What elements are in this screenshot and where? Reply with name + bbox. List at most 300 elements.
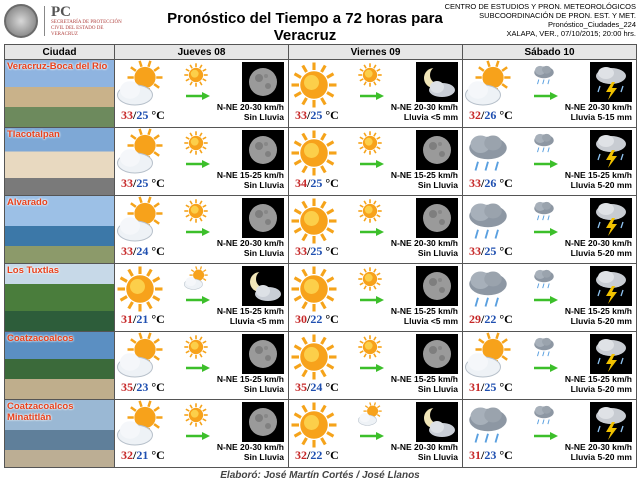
temp-unit: °C [151,244,165,258]
day-weather [289,400,355,450]
wind-rain-info [217,238,284,258]
rain-text: Sin Lluvia [417,452,458,462]
temp-max: 29 [469,312,481,326]
full-moon-icon [242,62,284,102]
rain-text: Sin Lluvia [417,384,458,394]
cloud-rain-icon [463,196,513,246]
evening-weather [183,198,213,222]
temperature: 32/22 °C [295,448,339,462]
forecast-cell [289,400,463,468]
temp-max: 33 [121,176,133,190]
wind-direction [533,292,559,302]
wind-direction [533,88,559,98]
sun-cloud-icon [115,400,165,450]
evening-weather [183,62,213,86]
evening-weather [357,198,387,222]
temperature: 31/23 °C [469,448,513,462]
footer-credit: Elaboró: José Martín Cortés / José Llanos [220,470,420,481]
evening-weather [357,402,387,426]
city-cell [5,60,115,128]
evening-weather [183,334,213,358]
sun-icon [183,130,209,156]
cloud-rain-icon [531,62,557,88]
table-row [5,264,637,332]
temp-max: 32 [121,448,133,462]
agency-logo [4,2,134,40]
wind-rain-info [217,442,284,462]
night-weather [242,62,284,102]
table-row [5,196,637,264]
wind-text: N-NE 15-25 km/h [564,374,632,384]
temp-min: 22 [310,448,323,462]
temp-max: 31 [121,312,133,326]
temp-min: 25 [136,108,149,122]
wind-direction [359,156,385,166]
wind-arrow-icon [185,295,211,305]
night-weather [590,266,632,306]
wind-direction [185,428,211,438]
night-weather [416,334,458,374]
city-name: Los Tuxtlas [7,265,60,276]
evening-weather [183,266,213,290]
forecast-cell [289,332,463,400]
rain-text: Lluvia <5 mm [403,316,458,326]
rain-text: Lluvia <5 mm [229,316,284,326]
cloud-rain-icon [531,130,557,156]
sun-icon [357,266,383,292]
night-weather [590,130,632,170]
wind-direction [533,360,559,370]
full-moon-icon [242,198,284,238]
temp-min: 22 [310,312,323,326]
rain-text: Lluvia 5-20 mm [570,316,632,326]
sun-icon [183,402,209,428]
wind-arrow-icon [533,363,559,373]
day-weather [115,400,181,450]
forecast-cell [115,128,289,196]
wind-text: N-NE 15-25 km/h [390,306,458,316]
forecast-cell [463,196,637,264]
center-line: Pronóstico_Ciudades_224 [548,20,636,29]
sun-icon [357,130,383,156]
temp-min: 25 [484,244,497,258]
sun-cloud-icon [115,128,165,178]
temp-unit: °C [151,176,165,190]
wind-rain-info [391,374,458,394]
storm-icon [590,402,632,442]
rain-text: Sin Lluvia [417,248,458,258]
rain-text: Lluvia 5-20 mm [570,180,632,190]
evening-weather [357,130,387,154]
temp-unit: °C [325,448,339,462]
night-weather [242,266,284,306]
city-name: Veracruz-Boca del Río [7,61,108,72]
cloud-rain-icon [531,334,557,360]
wind-text: N-NE 15-25 km/h [564,170,632,180]
temp-min: 25 [484,380,497,394]
sun-cloud-icon [115,60,165,110]
wind-arrow-icon [359,91,385,101]
full-moon-icon [416,334,458,374]
wind-rain-info [217,374,284,394]
temperature: 32/21 °C [121,448,165,462]
forecast-cell [289,196,463,264]
wind-arrow-icon [185,91,211,101]
wind-rain-info [391,102,458,122]
rain-text: Sin Lluvia [243,180,284,190]
sun-cloud-icon [357,402,383,428]
evening-weather [183,402,213,426]
forecast-cell [289,264,463,332]
temp-unit: °C [151,108,165,122]
evening-weather [357,62,387,86]
full-moon-icon [242,334,284,374]
city-cell [5,128,115,196]
temp-min: 25 [136,176,149,190]
temp-unit: °C [151,448,165,462]
temp-min: 22 [484,312,497,326]
wind-arrow-icon [359,363,385,373]
rain-text: Lluvia <5 mm [403,112,458,122]
wind-direction [533,156,559,166]
center-line: XALAPA, VER., 07/10/2015; 20:00 hrs. [506,29,636,38]
temp-min: 23 [136,380,149,394]
wind-direction [533,428,559,438]
temp-max: 33 [121,244,133,258]
sun-icon [357,62,383,88]
evening-weather [531,334,561,358]
city-cell [5,332,115,400]
rain-text: Sin Lluvia [243,248,284,258]
moon-cloud-icon [416,62,458,102]
wind-text: N-NE 20-30 km/h [564,442,632,452]
wind-arrow-icon [359,159,385,169]
temp-max: 33 [121,108,133,122]
wind-rain-info [217,102,284,122]
city-name: Alvarado [7,197,48,208]
report-header [0,0,640,44]
wind-text: N-NE 20-30 km/h [390,442,458,452]
full-moon-icon [416,198,458,238]
night-weather [590,62,632,102]
wind-text: N-NE 20-30 km/h [390,102,458,112]
logo-divider [44,6,45,36]
temp-unit: °C [499,448,513,462]
rain-text: Sin Lluvia [243,112,284,122]
wind-arrow-icon [185,159,211,169]
wind-rain-info [391,306,458,326]
night-weather [590,198,632,238]
day-weather [289,332,355,382]
logo-text [51,5,131,38]
sun-icon [289,332,339,382]
forecast-table [4,44,637,468]
column-header-day3: Sábado 10 [463,45,637,60]
storm-icon [590,62,632,102]
wind-text: N-NE 20-30 km/h [564,238,632,248]
rain-text: Sin Lluvia [243,452,284,462]
sun-icon [183,62,209,88]
day-weather [115,332,181,382]
cloud-rain-icon [531,402,557,428]
forecast-cell [289,60,463,128]
forecast-cell [463,60,637,128]
logo-subtitle: SECRETARÍA DE PROTECCIÓN CIVIL DEL ESTADO DE VERACRUZ [51,19,122,37]
day-weather [289,264,355,314]
wind-direction [359,292,385,302]
temp-max: 33 [295,244,307,258]
cloud-rain-icon [531,266,557,292]
wind-text: N-NE 20-30 km/h [390,238,458,248]
sun-cloud-icon [463,60,513,110]
city-name: Tlacotalpan [7,129,60,140]
temperature: 31/25 °C [469,380,513,394]
night-weather [416,62,458,102]
sun-cloud-icon [463,332,513,382]
temp-min: 23 [484,448,497,462]
wind-direction [359,88,385,98]
temperature: 33/26 °C [469,176,513,190]
temp-unit: °C [499,108,513,122]
rain-text: Lluvia 5-20 mm [570,384,632,394]
page-title: Pronóstico del Tiempo a 72 horas para Veracruz [167,10,443,44]
storm-icon [590,334,632,374]
column-header-day1: Jueves 08 [115,45,289,60]
wind-direction [185,224,211,234]
wind-arrow-icon [533,91,559,101]
wind-text: N-NE 20-30 km/h [564,102,632,112]
temperature: 33/25 °C [121,108,165,122]
wind-text: N-NE 20-30 km/h [216,102,284,112]
cloud-rain-icon [463,128,513,178]
day-weather [463,264,529,314]
sun-icon [289,128,339,178]
day-weather [115,128,181,178]
wind-arrow-icon [185,227,211,237]
day-weather [115,196,181,246]
temp-min: 26 [484,176,497,190]
rain-text: Lluvia 5-15 mm [570,112,632,122]
column-header-city: Ciudad [5,45,115,60]
night-weather [416,402,458,442]
city-name: Coatzacoalcos Minatitlán [7,401,74,423]
rain-text: Sin Lluvia [417,180,458,190]
city-cell [5,400,115,468]
sun-icon [357,198,383,224]
day-weather [463,60,529,110]
table-row [5,128,637,196]
city-cell [5,264,115,332]
forecast-cell [463,264,637,332]
wind-rain-info [565,374,632,394]
temp-min: 21 [136,312,149,326]
full-moon-icon [416,266,458,306]
wind-direction [359,224,385,234]
wind-text: N-NE 15-25 km/h [216,170,284,180]
day-weather [289,196,355,246]
forecast-cell [289,128,463,196]
forecast-cell [115,400,289,468]
day-weather [463,196,529,246]
wind-text: N-NE 15-25 km/h [390,374,458,384]
state-seal-icon [4,4,38,38]
temperature: 33/24 °C [121,244,165,258]
storm-icon [590,198,632,238]
wind-rain-info [391,238,458,258]
night-weather [590,402,632,442]
night-weather [242,334,284,374]
temp-max: 33 [469,244,481,258]
wind-rain-info [565,442,632,462]
temp-max: 33 [469,176,481,190]
wind-rain-info [217,170,284,190]
rain-text: Lluvia 5-20 mm [570,452,632,462]
center-info [416,2,636,38]
wind-rain-info [565,102,632,122]
wind-arrow-icon [185,431,211,441]
temp-min: 24 [136,244,149,258]
sun-icon [183,198,209,224]
sun-icon [289,400,339,450]
day-weather [463,128,529,178]
city-name: Coatzacoalcos [7,333,74,344]
rain-text: Sin Lluvia [243,384,284,394]
full-moon-icon [416,130,458,170]
moon-cloud-icon [242,266,284,306]
evening-weather [531,62,561,86]
day-weather [115,264,181,314]
full-moon-icon [242,130,284,170]
center-line: CENTRO DE ESTUDIOS Y PRON. METEOROLÓGICOS [444,2,636,11]
temperature: 31/21 °C [121,312,165,326]
wind-direction [185,292,211,302]
wind-text: N-NE 20-30 km/h [216,238,284,248]
forecast-cell [115,264,289,332]
wind-arrow-icon [359,295,385,305]
temperature: 33/25 °C [121,176,165,190]
table-row [5,332,637,400]
wind-arrow-icon [359,227,385,237]
night-weather [416,266,458,306]
day-weather [115,60,181,110]
wind-arrow-icon [533,227,559,237]
temp-max: 34 [295,176,307,190]
evening-weather [357,334,387,358]
temp-min: 21 [136,448,149,462]
evening-weather [183,130,213,154]
moon-cloud-icon [416,402,458,442]
temp-unit: °C [325,176,339,190]
temp-unit: °C [325,244,339,258]
wind-arrow-icon [533,295,559,305]
day-weather [463,332,529,382]
temp-min: 25 [310,176,323,190]
wind-direction [185,360,211,370]
storm-icon [590,130,632,170]
sun-icon [289,60,339,110]
temp-min: 24 [310,380,323,394]
wind-direction [185,156,211,166]
temp-unit: °C [325,108,339,122]
temp-max: 33 [295,108,307,122]
forecast-cell [115,60,289,128]
wind-arrow-icon [359,431,385,441]
temp-max: 32 [469,108,481,122]
wind-rain-info [565,170,632,190]
wind-arrow-icon [533,431,559,441]
temperature: 34/25 °C [295,176,339,190]
temperature: 29/22 °C [469,312,513,326]
wind-direction [359,360,385,370]
storm-icon [590,266,632,306]
sun-cloud-icon [183,266,209,292]
evening-weather [531,266,561,290]
night-weather [590,334,632,374]
wind-text: N-NE 15-25 km/h [216,306,284,316]
day-weather [463,400,529,450]
temperature: 35/24 °C [295,380,339,394]
center-line: SUBCOORDINACIÓN DE PRON. EST. Y MET. [479,11,636,20]
temp-unit: °C [499,176,513,190]
temperature: 32/26 °C [469,108,513,122]
sun-icon [289,196,339,246]
temperature: 33/25 °C [295,244,339,258]
temp-min: 26 [484,108,497,122]
forecast-cell [463,128,637,196]
table-row [5,60,637,128]
wind-direction [359,428,385,438]
sun-cloud-icon [115,332,165,382]
night-weather [416,198,458,238]
wind-arrow-icon [533,159,559,169]
temp-unit: °C [325,380,339,394]
evening-weather [531,402,561,426]
day-weather [289,60,355,110]
temp-max: 35 [295,380,307,394]
temp-max: 31 [469,380,481,394]
temp-unit: °C [151,380,165,394]
wind-rain-info [391,442,458,462]
evening-weather [531,130,561,154]
wind-direction [533,224,559,234]
forecast-cell [115,196,289,264]
sun-icon [357,334,383,360]
evening-weather [531,198,561,222]
temp-max: 32 [295,448,307,462]
temp-max: 31 [469,448,481,462]
temp-unit: °C [499,380,513,394]
column-header-day2: Viernes 09 [289,45,463,60]
wind-arrow-icon [185,363,211,373]
temperature: 35/23 °C [121,380,165,394]
forecast-cell [463,400,637,468]
temp-min: 25 [310,108,323,122]
wind-rain-info [217,306,284,326]
wind-rain-info [565,306,632,326]
temp-unit: °C [325,312,339,326]
table-row [5,400,637,468]
sun-icon [289,264,339,314]
full-moon-icon [242,402,284,442]
day-weather [289,128,355,178]
temp-unit: °C [151,312,165,326]
sun-icon [115,264,165,314]
night-weather [416,130,458,170]
table-header-row [5,45,637,60]
logo-mark: PC [51,3,71,20]
temperature: 33/25 °C [295,108,339,122]
temp-max: 30 [295,312,307,326]
